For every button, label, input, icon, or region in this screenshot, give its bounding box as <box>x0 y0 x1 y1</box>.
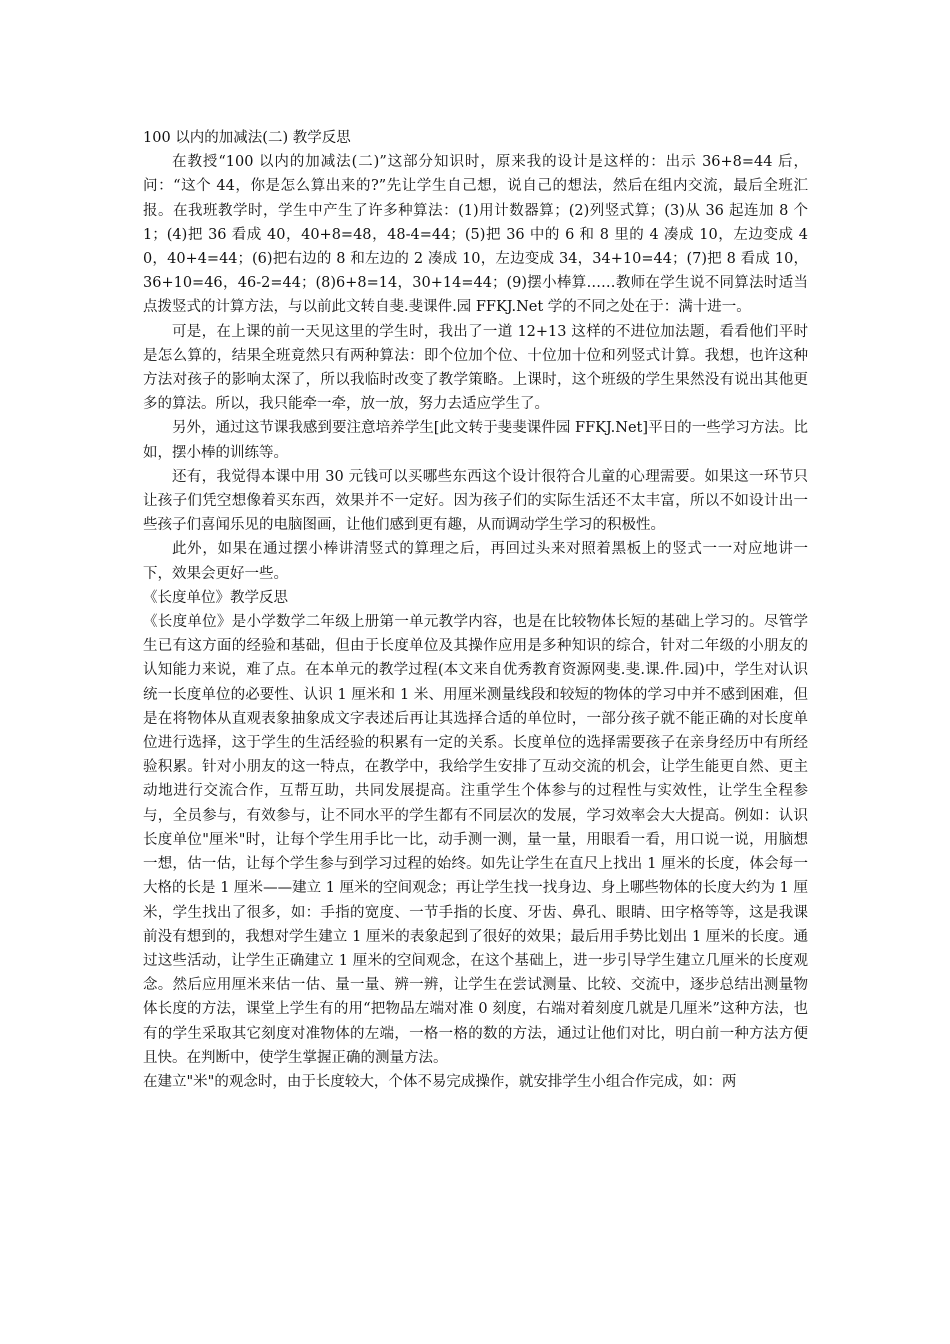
paragraph: 另外，通过这节课我感到要注意培养学生[此文转于斐斐课件园 FFKJ.Net]平日的一些学习方法。比如，摆小棒的训练等。 <box>143 420 808 461</box>
section-title: 100 以内的加减法(二) 教学反思 <box>143 130 351 146</box>
section-title: 《长度单位》教学反思 <box>143 589 288 606</box>
document-body <box>143 126 808 1094</box>
paragraph: 可是，在上课的前一天见这里的学生时，我出了一道 12+13 这样的不进位加法题，看看他们平时是怎么算的，结果全班竟然只有两种算法：即个位加个位、十位加十位和列竖式计算。我想，也许这种方法对孩子的影响太深了，所以我临时改变了教学策略。上课时，这个班级的学生果然没有说出其他更多的算法。所以，我只能牵一牵，放一放，努力去适应学生了。 <box>143 323 808 413</box>
paragraph: 还有，我觉得本课中用 30 元钱可以买哪些东西这个设计很符合儿童的心理需要。如果这一环节只让孩子们凭空想像着买东西，效果并不一定好。因为孩子们的实际生活还不太丰富，所以不如设计出一些孩子们喜闻乐见的电脑图画，让他们感到更有趣，从而调动学生学习的积极性。 <box>143 468 808 534</box>
paragraph: 此外，如果在通过摆小棒讲清竖式的算理之后，再回过头来对照着黑板上的竖式一一对应地讲一下，效果会更好一些。 <box>143 541 808 582</box>
paragraph: 在建立"米"的观念时，由于长度较大，个体不易完成操作，就安排学生小组合作完成，如：两 <box>143 1073 737 1090</box>
paragraph: 在教授“100 以内的加减法(二)”这部分知识时，原来我的设计是这样的：出示 36+8=44 后，问：“这个 44，你是怎么算出来的?”先让学生自己想，说自己的想法，然后在组内交流，最后全班汇报。在我班教学时，学生中产生了许多种算法：(1)用计数器算；(2)列竖式算；(3)从 36 起连加 8 个 1；(4)把 36 看成 40，40+8=48，48-4=44；(5)把 36 中的 6 和 8 里的 4 凑成 10，左边变成 40，40+4=44；(6)把右边的 8 和左边的 2 凑成 10，左边变成 34，34+10=44；(7)把 8 看成 10，36+10=46，46-2=44；(8)6+8=14，30+14=44；(9)摆小棒算……教师在学生说不同算法时适当点拨竖式的计算方法，与以前此文转自斐.斐课件.园 FFKJ.Net 学的不同之处在于：满十进一。 <box>143 154 808 316</box>
paragraph: 《长度单位》是小学数学二年级上册第一单元教学内容，也是在比较物体长短的基础上学习的。尽管学生已有这方面的经验和基础，但由于长度单位及其操作应用是多种知识的综合，针对二年级的小朋友的认知能力来说，难了点。在本单元的教学过程(本文来自优秀教育资源网斐.斐.课.件.园)中，学生对认识统一长度单位的必要性、认识 1 厘米和 1 米、用厘米测量线段和较短的物体的学习中并不感到困难，但是在将物体从直观表象抽象成文字表述后再让其选择合适的单位时，一部分孩子就不能正确的对长度单位进行选择，这于学生的生活经验的积累有一定的关系。长度单位的选择需要孩子在亲身经历中有所经验积累。针对小朋友的这一特点，在教学中，我给学生安排了互动交流的机会，让学生能更自然、更主动地进行交流合作，互帮互助，共同发展提高。注重学生个体参与的过程性与实效性，让学生全程参与，全员参与，有效参与，让不同水平的学生都有不同层次的发展，学习效率会大大提高。例如：认识长度单位"厘米"时，让每个学生用手比一比，动手测一测，量一量，用眼看一看，用口说一说，用脑想一想，估一估，让每个学生参与到学习过程的始终。如先让学生在直尺上找出 1 厘米的长度，体会每一大格的长是 1 厘米——建立 1 厘米的空间观念；再让学生找一找身边、身上哪些物体的长度大约为 1 厘米，学生找出了很多，如：手指的宽度、一节手指的长度、牙齿、鼻孔、眼睛、田字格等等，这是我课前没有想到的，我想对学生建立 1 厘米的表象起到了很好的效果；最后用手势比划出 1 厘米的长度。通过这些活动，让学生正确建立 1 厘米的空间观念，在这个基础上，进一步引导学生建立几厘米的长度观念。然后应用厘米来估一估、量一量、辨一辨，让学生在尝试测量、比较、交流中，逐步总结出测量物体长度的方法，课堂上学生有的用“把物品左端对准 0 刻度，右端对着刻度几就是几厘米”这种方法，也有的学生采取其它刻度对准物体的左端，一格一格的数的方法，通过让他们对比，明白前一种方法方便且快。在判断中，使学生掌握正确的测量方法。 <box>143 614 808 1066</box>
